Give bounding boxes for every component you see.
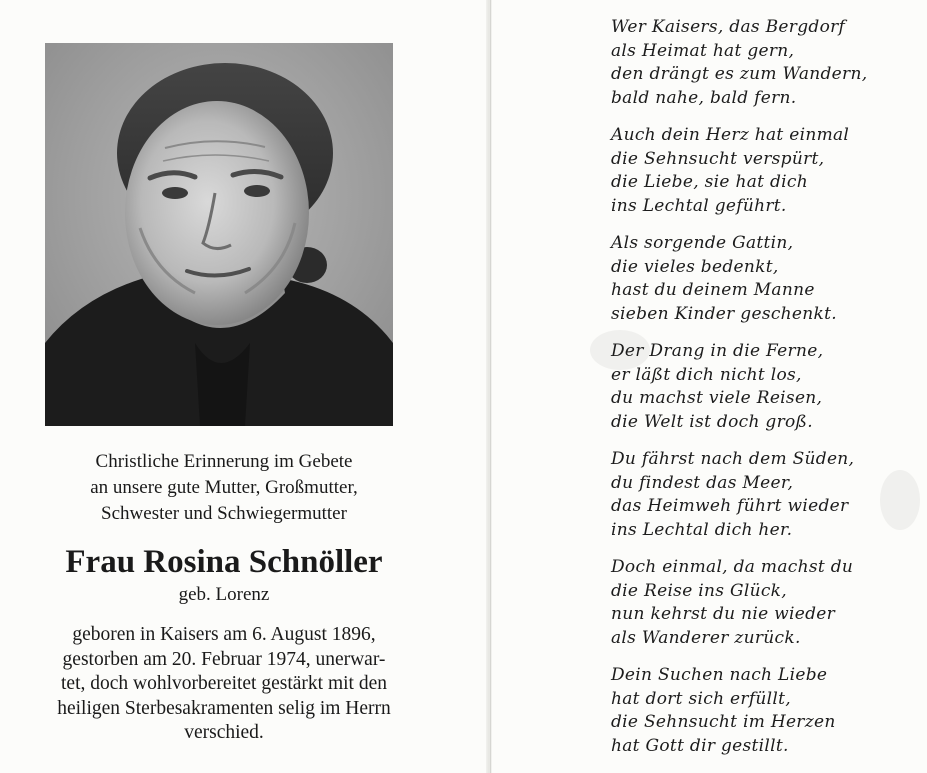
poem-line: du findest das Meer, xyxy=(611,472,794,493)
memorial-poem xyxy=(611,16,921,772)
poem-line: den drängt es zum Wandern, xyxy=(611,64,868,84)
fold-crease xyxy=(490,0,491,773)
poem-stanza xyxy=(611,232,921,326)
bio-line: tet, doch wohlvorbereitet gestärkt mit den xyxy=(61,673,387,694)
poem-stanza xyxy=(611,124,921,218)
poem-line: hat Gott dir gestillt. xyxy=(611,735,789,756)
life-dates-text xyxy=(0,623,448,746)
poem-line: nun kehrst du nie wieder xyxy=(611,604,836,624)
poem-stanza xyxy=(611,340,921,434)
card-fold xyxy=(486,0,492,773)
poem-line: er läßt dich nicht los, xyxy=(611,364,802,385)
dedication-text xyxy=(0,449,448,527)
poem-line: Doch einmal, da machst du xyxy=(611,557,854,577)
poem-line: hat dort sich erfüllt, xyxy=(611,688,791,709)
poem-stanza xyxy=(611,16,921,110)
dedication-line: Christliche Erinnerung im Gebete xyxy=(95,451,353,472)
poem-line: Der Drang in die Ferne, xyxy=(611,341,824,361)
poem-stanza xyxy=(611,448,921,542)
poem-line: Wer Kaisers, das Bergdorf xyxy=(611,17,846,37)
poem-line: du machst viele Reisen, xyxy=(611,388,823,408)
portrait-illustration xyxy=(45,43,393,426)
poem-line: Du fährst nach dem Süden, xyxy=(611,449,855,469)
poem-line: sieben Kinder geschenkt. xyxy=(611,303,837,324)
poem-stanza xyxy=(611,556,921,650)
poem-line: die Sehnsucht verspürt, xyxy=(611,148,825,169)
bio-line: heiligen Sterbesakramenten selig im Herrn xyxy=(57,697,391,719)
dedication-line: Schwester und Schwiegermutter xyxy=(101,503,347,524)
poem-line: bald nahe, bald fern. xyxy=(611,87,797,108)
poem-line: hast du deinem Manne xyxy=(611,280,815,300)
portrait-photo xyxy=(45,43,393,426)
poem-stanza xyxy=(611,664,921,758)
maiden-name: geb. Lorenz xyxy=(178,584,270,605)
poem-line: als Wanderer zurück. xyxy=(611,627,801,648)
deceased-name: Frau Rosina Schnöller xyxy=(65,544,383,580)
bio-line: gestorben am 20. Februar 1974, unerwar- xyxy=(62,648,386,670)
poem-line: die vieles bedenkt, xyxy=(611,256,779,277)
poem-line: Als sorgende Gattin, xyxy=(611,233,794,253)
poem-line: als Heimat hat gern, xyxy=(611,40,795,61)
poem-line: ins Lechtal geführt. xyxy=(611,195,787,216)
poem-line: ins Lechtal dich her. xyxy=(611,519,793,540)
poem-line: die Welt ist doch groß. xyxy=(611,411,813,432)
bio-line: geboren in Kaisers am 6. August 1896, xyxy=(72,624,376,645)
poem-line: die Liebe, sie hat dich xyxy=(611,172,808,192)
poem-line: Auch dein Herz hat einmal xyxy=(611,125,850,145)
dedication-line: an unsere gute Mutter, Großmutter, xyxy=(90,477,358,498)
poem-line: das Heimweh führt wieder xyxy=(611,496,849,516)
poem-line: Dein Suchen nach Liebe xyxy=(611,665,828,685)
poem-line: die Sehnsucht im Herzen xyxy=(611,712,836,732)
bio-line: verschied. xyxy=(184,722,264,743)
poem-line: die Reise ins Glück, xyxy=(611,580,787,601)
